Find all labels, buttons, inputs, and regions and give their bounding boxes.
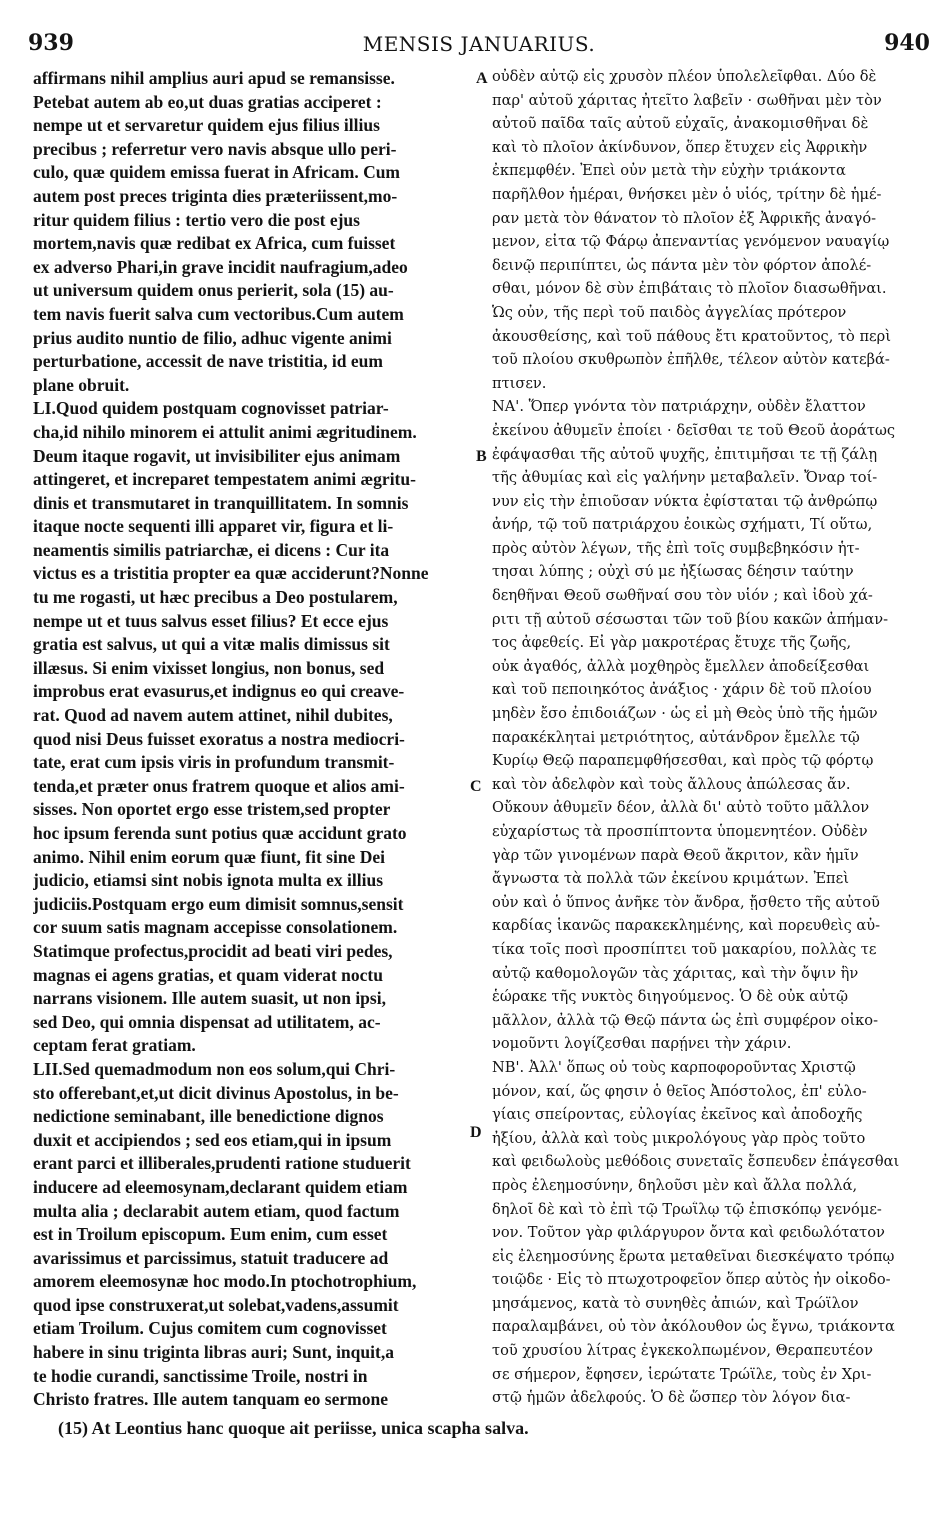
greek-text-line: ΝΑ'. Ὅπερ γνόντα τὸν πατριάρχην, οὐδὲν ἔλαττον (492, 398, 866, 416)
greek-text-line: δεινῷ περιπίπτει, ὡς πάντα μὲν τὸν φόρτον ἀπολέ- (492, 256, 872, 274)
latin-text-line: tem navis fuerit salva cum vectoribus.Cum autem (33, 303, 404, 324)
greek-text-line: ἄγνωστα τὰ πολλὰ τῶν ἐκείνου κριμάτων. Ἐπεὶ (492, 870, 849, 888)
greek-text-line: εὐχαρίστως τὰ προσπίπτοντα ὑπομενητέον. Οὐδὲν (492, 823, 868, 840)
latin-text-line: judiciis.Postquam ergo eum dimisit somnus,sensit (33, 893, 404, 914)
latin-text-line: attingeret, et increparet tempestatem animi ægritu- (33, 469, 416, 490)
greek-text-line: σθαι, μόνον δὲ σὺν ἐπιβάταις τὸ πλοῖον διασωθῆναι. (492, 280, 887, 298)
latin-text-line: habere in sinu triginta libras auri; Sunt, inquit,a (33, 1342, 394, 1363)
latin-text-line: ut universum quidem onus perierit, sola (15) au- (33, 280, 394, 301)
latin-text-line: Christo fratres. Ille autem tanquam eo sermone (33, 1389, 388, 1410)
greek-text-line: ἀκουσθείσης, καὶ τοῦ πάθους ἔτι κρατοῦντος, τὸ περὶ (492, 327, 891, 345)
latin-text-line: Deum itaque rogavit, ut invisibiliter ejus animam (33, 445, 401, 466)
latin-text-line: duxit et accipiendos ; sed eos etiam,qui in ipsum (33, 1129, 392, 1150)
greek-text-line: μησάμενος, κατὰ τὸ συνηθὲς ἀπιών, καὶ Τρώϊλον (492, 1294, 859, 1312)
greek-text-line: ἀνήρ, τῷ τοῦ πατριάρχου ἐοικὼς σχήματι, Τί οὕτω, (492, 516, 873, 534)
greek-text-line: τοιῷδε · Εἰς τὸ πτωχοτροφεῖον ὅπερ αὐτὸς ἦν οἰκοδο- (492, 1271, 891, 1289)
greek-text-line: μόνον, καί, ὥς φησιν ὁ θεῖος Ἀπόστολος, ἐπ' εὐλο- (492, 1082, 867, 1100)
section-marker-c: C (470, 778, 482, 795)
greek-text-line: νομοῦντι λογίζεσθαι παρῄνει τὴν χάριν. (492, 1035, 792, 1053)
greek-text-line: ραν μετὰ τὸν θάνατον τὸ πλοῖον ἐξ Ἀφρικῆς ἀναγό- (492, 209, 877, 227)
latin-text-line: improbus erat evasurus,et indignus eo qui creave- (33, 681, 405, 702)
latin-text-line: ceptam ferat gratiam. (33, 1035, 196, 1056)
latin-text-line: te hodie curandi, sanctissime Troile, nostri in (33, 1365, 368, 1386)
latin-text-line: ex adverso Phari,in grave incidit naufragium,adeo (33, 256, 408, 277)
greek-text-line: πτισεν. (492, 374, 547, 392)
greek-text-line: μενον, εἶτα τῷ Φάρῳ ἀπεναντίας γενόμενον ναυαγίῳ (492, 233, 890, 251)
greek-text-line: ἐκείνου ἀθυμεῖν ἐποίει · δεῖσθαι τε τοῦ Θεοῦ ἀοράτως (492, 421, 896, 439)
greek-text-line: παρ' αὐτοῦ χάριτας ἠτεῖτο λαβεῖν · σωθῆναι μὲν τὸν (492, 91, 882, 109)
latin-text-line: rat. Quod ad navem autem attinet, nihil dubites, (33, 705, 393, 726)
latin-text-line: sed Deo, qui omnia dispensat ad utilitatem, ac- (33, 1011, 381, 1032)
latin-text-line: LII.Sed quemadmodum non eos solum,qui Chri- (33, 1058, 396, 1079)
latin-text-line: itaque nocte sequenti illi apparet vir, figura et li- (33, 516, 394, 537)
greek-text-line: ἠξίου, ἀλλὰ καὶ τοὺς μικρολόγους γὰρ πρὸς τοῦτο (492, 1129, 866, 1147)
greek-text-line: σε σήμερον, ἔφησεν, ἱερώτατε Τρώϊλε, τοὺς ἐν Χρι- (492, 1365, 872, 1383)
greek-text-line: Οὔκουν ἀθυμεῖν δέον, ἀλλὰ δι' αὐτὸ τοῦτο μᾶλλον (492, 799, 870, 817)
footnote: (15) At Leontius hanc quoque ait periisse, unica scapha salva. (58, 1418, 529, 1438)
greek-text-line: οὖν καὶ ὁ ὕπνος ἀνῆκε τὸν ἄνδρα, ᾔσθετο τῆς αὐτοῦ (492, 893, 880, 911)
latin-text-line: quod ipse construxerat,ut solebat,vadens,assumit (33, 1294, 399, 1315)
greek-text-line: τίκα τοῖς ποσὶ προσπίπτει τοῦ μακαρίου, πολλὰς τε (492, 940, 877, 958)
latin-text-line: est in Troilum episcopum. Eum enim, cum esset (33, 1224, 388, 1245)
greek-text-line: αὐτοῦ παῖδα ταῖς αὐτοῦ εὐχαῖς, ἀνακομισθῆναι δὲ (492, 115, 869, 133)
greek-text-line: δεηθῆναι Θεοῦ σωθῆναί σου τὸν υἱόν ; καὶ ἰδοὺ χά- (492, 587, 873, 605)
latin-text-line: quod nisi Deus fuisset exoratus a nostra mediocri- (33, 728, 405, 749)
latin-text-line: nempe ut et tuus salvus esset filius? Et ecce ejus (33, 610, 389, 631)
greek-text-line: Κυρίῳ Θεῷ παραπεμφθήσεσθαι, καὶ πρὸς τῷ φόρτῳ (492, 752, 874, 770)
latin-text-line: sisses. Non oportet ergo esse tristem,sed propter (33, 799, 391, 820)
greek-text-line: πρὸς ἐλεημοσύνην, δηλοῦσι μὲν καὶ ἄλλα πολλά, (492, 1176, 858, 1194)
greek-text-line: μᾶλλον, ἀλλὰ τῷ Θεῷ πάντα ὡς ἐπὶ συμφέρον οἰκο- (492, 1011, 879, 1029)
greek-text-line: νον. Τοῦτον γὰρ φιλάργυρον ὄντα καὶ φειδωλότατον (492, 1224, 885, 1242)
greek-text-line: τοῦ χρυσίου λίτρας ἐγκεκολπωμένον, Θεραπευτέον (492, 1342, 873, 1360)
greek-text-line: οὐδὲν αὐτῷ εἰς χρυσὸν πλέον ὑπολελεῖφθαι. Δύο δὲ (492, 68, 877, 85)
greek-text-line: γίαις σπείροντας, εὐλογίας ἐκεῖνος καὶ ἀποδοχῆς (492, 1106, 863, 1124)
latin-text-line: culo, quæ quidem emissa fuerat in Africam. Cum (33, 162, 401, 183)
latin-text-line: LI.Quod quidem postquam cognovisset patriar- (33, 398, 389, 419)
latin-text-line: plane obruit. (33, 374, 130, 395)
greek-text-line: καὶ τὸν ἀδελφὸν καὶ τοὺς ἄλλους ἀπώλεσας ἄν. (492, 775, 851, 793)
right-page-number: 940 (884, 30, 930, 56)
greek-text-line: παρακέκλητai μετριότητος, αὐτάνδρον ἔμελλε τῷ (492, 728, 860, 746)
greek-text-line: εἰς ἐλεημοσύνης ἔρωτα μεταθεῖναι διεσκέψατο τρόπῳ (492, 1247, 895, 1265)
latin-text-line: tate, erat cum ipsis viris in profundum transmit- (33, 752, 395, 773)
latin-column (33, 68, 473, 1413)
greek-text-line: παραλαμβάνει, οὗ τὸν ἀκόλουθον ὡς ἔγνω, τριάκοντα (492, 1318, 895, 1336)
greek-text-line: τῆς ἀθυμίας καὶ εἰς γαλήνην μεταβαλεῖν. Ὄναρ τοί- (492, 469, 878, 487)
latin-text-line: victus es a tristitia propter ea quæ acciderunt?Nonne (33, 563, 429, 584)
greek-text-line: μηδὲν ἔσο ἐπιδοιάζων · ὡς εἰ μὴ Θεὸς ὑπὸ τῆς ἡμῶν (492, 705, 878, 723)
latin-text-line: prius audito nuntio de filio, adhuc vigente animi (33, 327, 392, 348)
greek-text-line: ριτι τῇ αὐτοῦ σέσωσται τῶν τοῦ βίου κακῶν ἀπήμαν- (492, 610, 889, 628)
running-header (28, 30, 930, 60)
greek-text-line: καὶ τοῦ πεποιηκότος ἀνάξιος · χάριν δὲ τοῦ πλοίου (492, 681, 872, 699)
section-marker-b: B (476, 448, 487, 465)
latin-text-line: nedictione seminabant, ille benedictione dignos (33, 1106, 384, 1127)
greek-text-line: Ὡς οὖν, τῆς περὶ τοῦ παιδὸς ἀγγελίας πρότερον (492, 303, 847, 321)
latin-text-line: illæsus. Si enim vixisset longius, non bonus, sed (33, 657, 385, 678)
latin-text-line: judicio, etiamsi sint nobis ignota multa ex illius (33, 870, 384, 891)
latin-text-line: tu me rogasti, ut hæc precibus a Deo postularem, (33, 587, 398, 608)
running-title: MENSIS JANUARIUS. (362, 32, 596, 56)
greek-text-line: ἐφάψασθαι τῆς αὐτοῦ ψυχῆς, ἐπιτιμῆσαι τε τῇ ζάλῃ (492, 445, 878, 463)
greek-text-line: τησαι λύπης ; οὐχὶ σύ με ἠξίωσας δέησιν ταύτην (492, 563, 854, 581)
greek-text-line: νυν εἰς τὴν ἐπιοῦσαν νύκτα ἐφίσταται τῷ ἀνθρώπῳ (492, 492, 878, 510)
latin-text-line: ritur quidem filius : tertio vero die post ejus (33, 209, 360, 230)
latin-text-line: precibus ; referretur vero navis absque ullo peri- (33, 138, 397, 159)
latin-text-line: mortem,navis quæ redibat ex Africa, cum fuisset (33, 233, 396, 254)
greek-text-line: ἑώρακε τῆς νυκτὸς διηγούμενος. Ὁ δὲ οὐκ αὐτῷ (492, 988, 848, 1006)
latin-text-line: sto offerebant,et,ut dicit divinus Apostolus, in be- (33, 1082, 399, 1103)
greek-text-line: στῷ ἡμῶν ἀδελφούς. Ὁ δὲ ὥσπερ τὸν λόγον δια- (492, 1389, 851, 1407)
section-marker-a: A (476, 70, 488, 87)
greek-text-line: οὐκ ἀγαθός, ἀλλὰ μοχθηρὸς ἔμελλεν ἀποδείξεσθαι (492, 657, 870, 675)
greek-text-line: γὰρ τῶν γινομένων παρὰ Θεοῦ ἄκριτον, κἂν ἡμῖν (492, 846, 859, 864)
section-marker-d: D (470, 1124, 482, 1141)
latin-text-line: perturbatione, accessit de nave tristitia, id eum (33, 351, 383, 372)
latin-text-line: neamentis similis patriarchæ, ei dicens : Cur ita (33, 539, 390, 560)
latin-text-line: Statimque profectus,procidit ad beati viri pedes, (33, 940, 393, 961)
greek-text-line: πρὸς αὐτὸν λέγων, τῆς ἐπὶ τοῖς συμβεβηκόσιν ἡτ- (492, 539, 860, 557)
latin-text-line: animo. Nihil enim eorum quæ fiunt, fit sine Dei (33, 846, 385, 867)
latin-text-line: Petebat autem ab eo,ut duas gratias acciperet : (33, 91, 382, 112)
latin-text-line: avarissimus et parcissimus, statuit traducere ad (33, 1247, 389, 1268)
latin-text-line: multa alia ; declarabit autem etiam, quod factum (33, 1200, 400, 1221)
latin-text-line: inducere ad eleemosynam,declarant quidem etiam (33, 1176, 408, 1197)
latin-text-line: etiam Troilum. Cujus comitem cum cognovisset (33, 1318, 387, 1339)
greek-column (492, 68, 932, 1413)
latin-text-line: affirmans nihil amplius auri apud se remansisse. (33, 68, 395, 88)
greek-text-line: παρῆλθον ἡμέραι, θνήσκει μὲν ὁ υἱός, τρίτην δὲ ἡμέ- (492, 185, 882, 203)
greek-text-line: καὶ φειδωλοὺς μεθόδοις συνεταῖς ἔσπευδεν ἐπάγεσθαι (492, 1153, 900, 1171)
latin-text-line: dinis et transmutaret in tranquillitatem. In somnis (33, 492, 409, 513)
latin-text-line: cha,id nihilo minorem ei attulit animi ægritudinem. (33, 421, 417, 442)
greek-text-line: τος ἀφεθείς. Εἰ γὰρ μακροτέρας ἔτυχε τῆς ζωῆς, (492, 634, 852, 652)
latin-text-line: hoc ipsum ferenda sunt potius quæ accidunt grato (33, 823, 407, 843)
greek-text-line: δηλοῖ δὲ καὶ τὸ ἐπὶ τῷ Τρωΐλῳ τῷ ἐπισκόπῳ γενόμε- (492, 1200, 882, 1218)
latin-text-line: gratia est salvus, ut qui a vitæ malis dimissus sit (33, 634, 390, 655)
latin-text-line: autem post preces triginta dies præteriissent,mo- (33, 185, 398, 206)
greek-text-line: τοῦ πλοίου σκυθρωπὸν ἐπῆλθε, τέλεον αὐτὸν κατεβά- (492, 351, 890, 369)
greek-text-line: αὐτῷ καθομολογῶν τὰς χάριτας, καὶ τὴν ὄψιν ἣν (492, 964, 859, 982)
left-page-number: 939 (28, 30, 74, 56)
latin-text-line: amorem eleemosynæ hoc modo.In ptochotrophium, (33, 1271, 417, 1292)
latin-text-line: nempe ut et servaretur quidem ejus filius illius (33, 115, 380, 136)
latin-text-line: erant parci et illiberales,prudenti ratione studuerit (33, 1153, 411, 1174)
greek-text-line: καὶ τὸ πλοῖον ἀκίνδυνον, ὅπερ ἔτυχεν εἰς Ἀφρικὴν (492, 138, 868, 156)
latin-text-line: tenda,et præter onus fratrem quoque et alios ami- (33, 775, 405, 796)
greek-text-line: καρδίας ἱκανῶς παρακεκλημένης, καὶ πορευθεὶς αὐ- (492, 917, 881, 935)
greek-text-line: ΝΒ'. Ἀλλ' ὅπως οὐ τοὺς καρποφοροῦντας Χριστῷ (492, 1058, 856, 1076)
latin-text-line: magnas ei agens gratias, et quam viderat noctu (33, 964, 383, 985)
latin-text-line: narrans visionem. Ille autem suasit, ut non ipsi, (33, 988, 386, 1009)
latin-text-line: cor suum satis magnam accepisse consolationem. (33, 917, 398, 938)
greek-text-line: ἐκπεμφθέν. Ἐπεὶ οὖν μετὰ τὴν εὐχὴν τριάκοντα (492, 162, 846, 180)
